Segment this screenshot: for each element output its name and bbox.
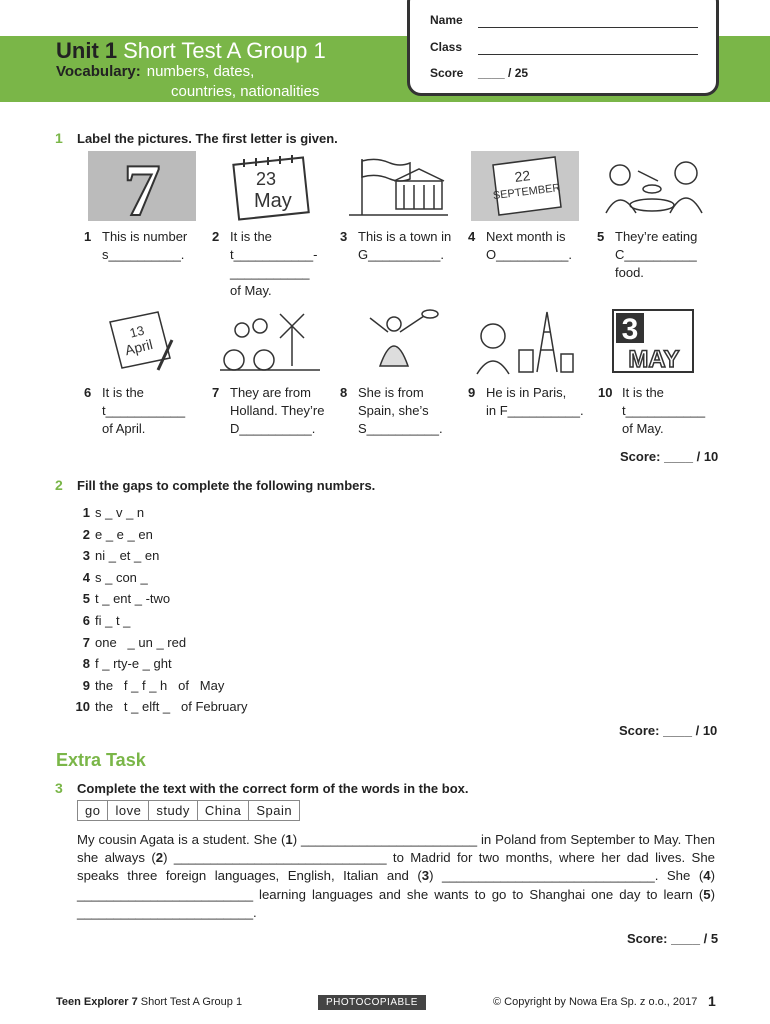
word-box-item: China (198, 801, 249, 820)
caption-line[interactable]: ___________ (230, 265, 310, 280)
gap-word[interactable]: s _ v _ n (95, 505, 145, 520)
item-number: 3 (82, 548, 90, 564)
svg-text:13: 13 (128, 322, 146, 341)
test-label: Short Test A Group 1 (123, 38, 326, 63)
caption-line: He is in Paris, (486, 385, 567, 400)
gap-word[interactable]: s _ con _ (95, 569, 148, 585)
item-number: 6 (82, 612, 90, 628)
extra-task-heading: Extra Task (56, 750, 146, 770)
caption-line[interactable]: t___________- (230, 247, 318, 262)
svg-text:23: 23 (256, 169, 277, 189)
exercise-2-score: Score: ____ / 10 (619, 723, 718, 738)
class-label: Class (430, 40, 463, 54)
picture-spanish-dancer (344, 306, 452, 376)
list-item[interactable] (68, 675, 247, 697)
caption-line[interactable]: of April. (102, 421, 146, 436)
score-label: Score (430, 66, 464, 80)
photocopiable-badge: PHOTOCOPIABLE (318, 995, 426, 1010)
list-item[interactable] (68, 524, 247, 546)
caption-line[interactable]: t___________ (102, 403, 186, 418)
caption-line[interactable]: s__________. (102, 247, 185, 262)
item-number: 10 (598, 385, 613, 400)
item-number: 4 (82, 569, 90, 585)
item-number: 1 (82, 505, 90, 520)
svg-text:April: April (123, 335, 155, 359)
item-number: 6 (84, 385, 92, 400)
svg-text:3: 3 (621, 313, 639, 346)
vocab-heading (56, 63, 254, 80)
picture-caption-1 (84, 228, 222, 264)
list-item[interactable] (68, 545, 247, 567)
picture-caption-6 (84, 384, 222, 438)
gap-word[interactable]: the t _ elft _ of February (95, 699, 248, 715)
list-item[interactable] (68, 653, 247, 675)
item-number: 2 (212, 229, 220, 244)
caption-line: This is number (102, 229, 188, 244)
list-item[interactable] (68, 696, 247, 718)
vocab-label: Vocabulary: (56, 63, 141, 80)
student-info-box (407, 0, 719, 96)
caption-line: Next month is (486, 229, 566, 244)
picture-people-eating (598, 151, 706, 221)
gap-word[interactable]: f _ rty-e _ ght (95, 656, 172, 672)
gap-word[interactable]: ni _ et _ en (95, 548, 160, 564)
seven-digit: 7 (123, 151, 161, 221)
caption-line: They are from (230, 385, 311, 400)
exercise-1-score: Score: ____ / 10 (620, 449, 719, 464)
class-field[interactable] (478, 54, 698, 55)
caption-line[interactable]: in F__________. (486, 403, 584, 418)
caption-line[interactable]: food. (615, 265, 644, 280)
item-number: 4 (468, 229, 476, 244)
picture-caption-4 (468, 228, 606, 264)
gap-word[interactable]: the f _ f _ h of May (95, 677, 225, 693)
gap-word[interactable]: one _ un _ red (95, 634, 187, 650)
picture-greek-town (344, 151, 452, 221)
picture-caption-9 (468, 384, 606, 420)
caption-line[interactable]: of May. (230, 283, 272, 298)
picture-september-calendar (471, 151, 579, 221)
caption-line: It is the (622, 385, 664, 400)
list-item[interactable] (68, 502, 247, 524)
vocab-topics-2: countries, nationalities (171, 83, 320, 100)
item-number: 5 (82, 591, 90, 607)
exercise-instruction: Fill the gaps to complete the following numbers. (77, 478, 376, 493)
exercise-number: 3 (55, 780, 63, 796)
number-list (68, 502, 247, 718)
picture-caption-8 (340, 384, 478, 438)
caption-line[interactable]: t___________ (622, 403, 706, 418)
svg-text:MAY: MAY (628, 346, 680, 373)
vocab-topics-1: numbers, dates, (146, 63, 255, 80)
caption-line[interactable]: S__________. (358, 421, 443, 436)
caption-line: This is a town in (358, 229, 452, 244)
word-box-item: study (149, 801, 198, 820)
svg-text:SEPTEMBER: SEPTEMBER (492, 181, 562, 203)
item-number: 8 (340, 385, 348, 400)
page-title (56, 38, 326, 64)
picture-caption-7 (212, 384, 350, 438)
gap-word[interactable]: e _ e _ en (95, 526, 153, 542)
gap-word[interactable]: t _ ent _ -two (95, 591, 171, 607)
svg-text:22: 22 (513, 167, 532, 185)
score-total: ____ / 25 (478, 66, 529, 80)
word-box-item: go (78, 801, 108, 820)
copyright: © Copyright by Nowa Era Sp. z o.o., 2017 (493, 996, 698, 1008)
extra-task-score: Score: ____ / 5 (627, 931, 719, 946)
list-item[interactable] (68, 610, 247, 632)
picture-man-in-paris (471, 306, 579, 376)
footer-book: Teen Explorer 7 Short Test A Group 1 (56, 996, 243, 1008)
item-number: 7 (212, 385, 220, 400)
exercise-number: 1 (55, 130, 63, 146)
item-number: 5 (597, 229, 605, 244)
picture-caption-3 (340, 228, 478, 264)
item-number: 2 (82, 526, 90, 542)
word-box (77, 800, 300, 821)
word-box-item: Spain (256, 803, 293, 818)
caption-line: She is from (358, 385, 424, 400)
item-number: 8 (82, 656, 90, 672)
caption-line[interactable]: D__________. (230, 421, 316, 436)
item-number: 10 (75, 699, 90, 715)
caption-line[interactable]: Spain, she’s (358, 403, 429, 418)
item-number: 3 (340, 229, 348, 244)
picture-number-seven (88, 151, 196, 221)
caption-line: It is the (230, 229, 272, 244)
list-item[interactable] (68, 588, 247, 610)
list-item[interactable] (68, 632, 247, 654)
word-box-item: love (108, 801, 149, 820)
item-number: 9 (468, 385, 476, 400)
name-field[interactable] (478, 27, 698, 28)
list-item[interactable] (68, 567, 247, 589)
caption-line[interactable]: O__________. (486, 247, 573, 262)
caption-line[interactable]: C__________ (615, 247, 697, 262)
picture-dutch-cyclists (216, 306, 324, 376)
gap-fill-text: My cousin Agata is a student. She (1) ________________________ in Poland from September to May. Then she always (2) _____________________________ to Madrid for two months, where her dad lives. She speaks three foreign languages, English, Italian and (3) _____________________________. She (4) ________________________ learning languages and she wants to go to Shanghai one day to learn (5) ________________________. (77, 832, 715, 920)
item-number: 7 (82, 634, 90, 650)
picture-caption-5 (597, 228, 735, 282)
svg-text:May: May (254, 190, 292, 212)
gap-word[interactable]: fi _ t _ (95, 612, 131, 628)
exercise-number: 2 (55, 477, 63, 493)
picture-caption-2 (212, 228, 350, 300)
picture-calendar-may (216, 151, 324, 221)
unit-label: Unit 1 (56, 38, 118, 63)
page-number: 1 (708, 993, 716, 1009)
caption-line[interactable]: of May. (622, 421, 664, 436)
caption-line: They’re eating (615, 229, 698, 244)
item-number: 1 (84, 229, 92, 244)
picture-april-calendar (88, 306, 196, 376)
picture-may-calendar (612, 309, 694, 373)
exercise-instruction: Label the pictures. The first letter is given. (77, 131, 338, 146)
caption-line: It is the (102, 385, 144, 400)
exercise-instruction: Complete the text with the correct form of the words in the box. (77, 781, 469, 796)
caption-line[interactable]: Holland. They’re (230, 403, 325, 418)
name-label: Name (430, 13, 463, 27)
item-number: 9 (82, 677, 90, 693)
picture-caption-10 (598, 384, 742, 438)
caption-line[interactable]: G__________. (358, 247, 445, 262)
